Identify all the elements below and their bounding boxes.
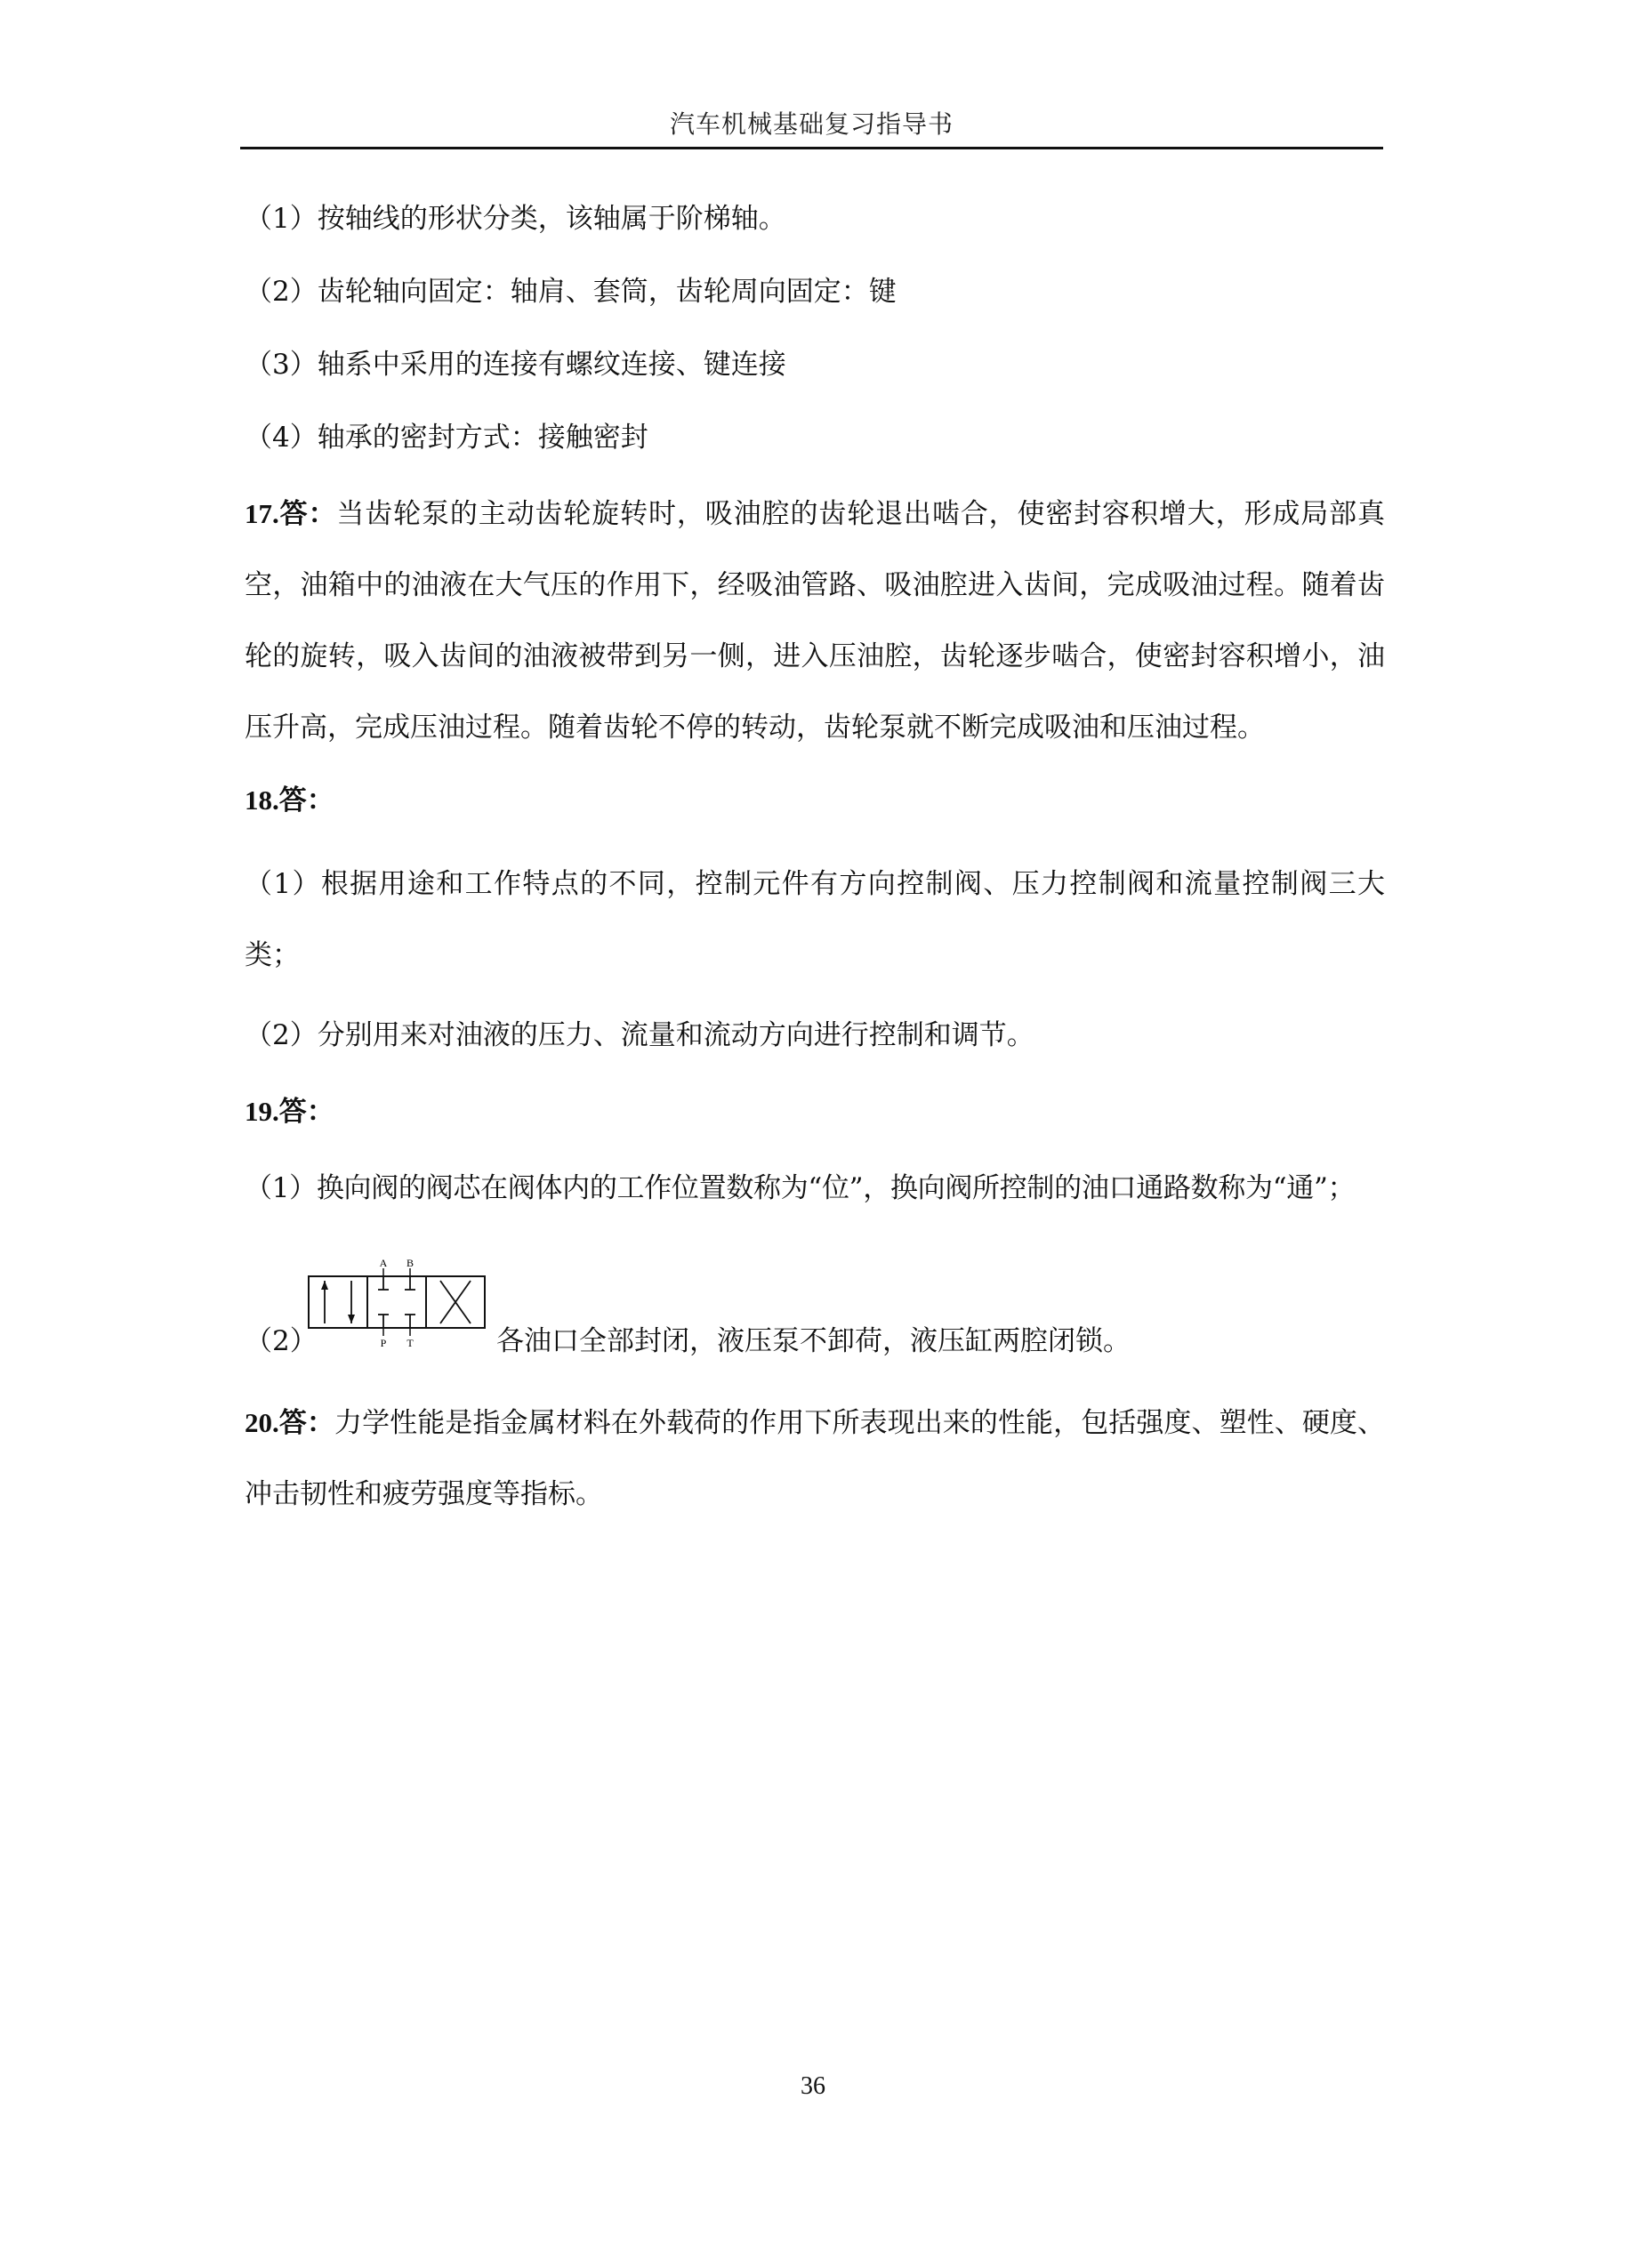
q16-item-1: （1）按轴线的形状分类，该轴属于阶梯轴。 [245, 203, 786, 235]
page-number: 36 [801, 2072, 825, 2100]
directional-valve-symbol [307, 1254, 494, 1352]
q16-item-2: （2）齿轮轴向固定：轴肩、套筒，齿轮周向固定：键 [245, 276, 897, 308]
q20-label: 20.答： [245, 1407, 334, 1438]
q18-item-1: （1）根据用途和工作特点的不同，控制元件有方向控制阀、压力控制阀和流量控制阀三大类； [245, 868, 1385, 971]
q16-item-3: （3）轴系中采用的连接有螺纹连接、键连接 [245, 349, 786, 381]
q17-label: 17.答： [245, 498, 337, 529]
port-b-label: B [406, 1257, 415, 1269]
port-p-label: P [380, 1337, 387, 1349]
q19-item-2-label: （2） [245, 1325, 318, 1357]
q16-item-4: （4）轴承的密封方式：接触密封 [245, 422, 648, 454]
q18-label: 18.答： [245, 784, 334, 816]
q18-item-2: （2）分别用来对油液的压力、流量和流动方向进行控制和调节。 [245, 1019, 1034, 1051]
q19-label: 19.答： [245, 1096, 334, 1127]
q19-item-2-text: 各油口全部封闭，液压泵不卸荷，液压缸两腔闭锁。 [496, 1325, 1131, 1357]
q17-text: 当齿轮泵的主动齿轮旋转时，吸油腔的齿轮退出啮合，使密封容积增大，形成局部真空，油箱中的油液在大气压的作用下，经吸油管路、吸油腔进入齿间，完成吸油过程。随着齿轮的旋转，吸入齿间的油液被带到另一侧，进入压油腔，齿轮逐步啮合，使密封容积增小，油压升高，完成压油过程。随着齿轮不停的转动，齿轮泵就不断完成吸油和压油过程。 [245, 498, 1386, 744]
page-header-title: 汽车机械基础复习指导书 [669, 109, 954, 139]
header-rule [240, 147, 1383, 149]
q20-answer [245, 1387, 1385, 1530]
q20-text: 力学性能是指金属材料在外载荷的作用下所表现出来的性能，包括强度、塑性、硬度、冲击韧性和疲劳强度等指标。 [245, 1407, 1386, 1510]
port-t-label: T [406, 1337, 414, 1349]
q19-item-2 [245, 1254, 1385, 1357]
q19-item-1: （1）换向阀的阀芯在阀体内的工作位置数称为“位”，换向阀所控制的油口通路数称为“通”； [245, 1172, 1356, 1204]
port-a-label: A [379, 1257, 388, 1269]
q17-answer [245, 479, 1385, 763]
